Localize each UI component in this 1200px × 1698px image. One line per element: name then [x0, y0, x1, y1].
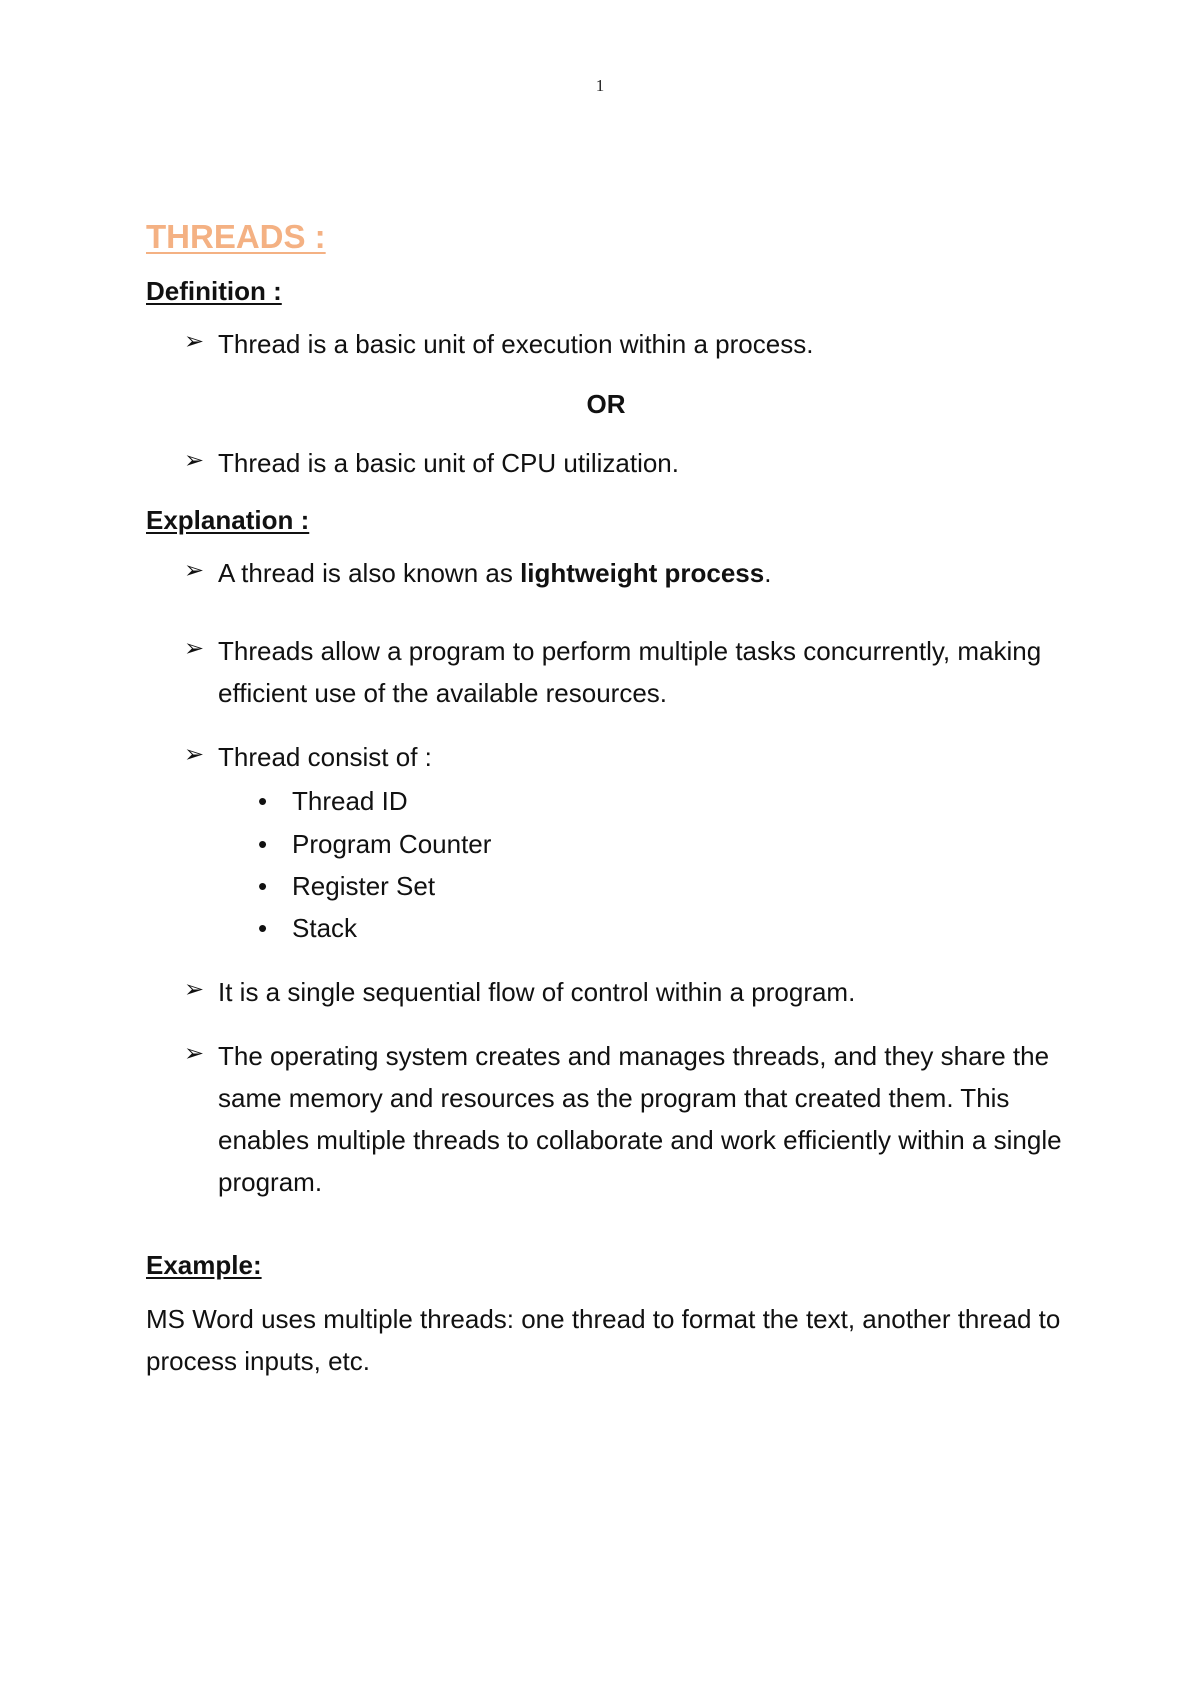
explanation-item-text: Threads allow a program to perform multiple tasks concurrently, making efficient use of the available resources. [218, 636, 1042, 709]
arrowhead-bullet-icon: ➢ [184, 635, 205, 663]
definition-heading: Definition : [146, 275, 282, 306]
list-item [184, 736, 1066, 949]
list-item [254, 823, 1066, 865]
list-item [184, 1035, 1066, 1203]
document-title: THREADS : [146, 218, 326, 255]
component-label: Thread ID [292, 786, 408, 817]
definition-list [146, 323, 1066, 365]
component-label: Stack [292, 912, 358, 943]
arrowhead-bullet-icon: ➢ [184, 557, 205, 584]
explanation-item-suffix: . [764, 558, 772, 588]
or-separator: OR [586, 389, 626, 420]
list-item [254, 907, 1066, 949]
list-item [184, 442, 1066, 484]
list-item [184, 971, 1066, 1013]
example-text: MS Word uses multiple threads: one thread to format the text, another thread to process inputs, etc. [146, 1303, 1061, 1376]
definition-item-text: Thread is a basic unit of CPU utilization. [218, 447, 679, 478]
definition-item-text: Thread is a basic unit of execution within a process. [218, 329, 814, 360]
explanation-list [146, 552, 1066, 1203]
list-item [184, 552, 1066, 594]
explanation-item-text: It is a single sequential flow of control within a program. [218, 976, 856, 1007]
explanation-item-bold: lightweight process [520, 558, 765, 588]
list-item [254, 865, 1066, 907]
arrowhead-bullet-icon: ➢ [184, 741, 205, 769]
arrowhead-bullet-icon: ➢ [184, 446, 205, 474]
explanation-item-text: The operating system creates and manages threads, and they share the same memory and resources as the program that created them. This enables multiple threads to collaborate and work efficiently within a single program. [218, 1040, 1062, 1198]
component-label: Program Counter [292, 828, 492, 859]
list-item [254, 780, 1066, 822]
component-label: Register Set [292, 870, 436, 901]
explanation-item-text: Thread consist of : [218, 742, 432, 773]
page-number: 1 [595, 76, 605, 95]
arrowhead-bullet-icon: ➢ [184, 328, 205, 356]
example-heading: Example: [146, 1250, 262, 1281]
round-bullet-icon: • [258, 786, 268, 817]
document-body [146, 216, 1066, 1382]
round-bullet-icon: • [258, 870, 268, 901]
definition-list-alt [146, 442, 1066, 484]
list-item [184, 630, 1066, 714]
thread-components-list [218, 780, 1066, 948]
round-bullet-icon: • [258, 828, 268, 859]
explanation-heading: Explanation : [146, 504, 310, 535]
explanation-item-prefix: A thread is also known as [218, 558, 521, 588]
round-bullet-icon: • [258, 912, 268, 943]
arrowhead-bullet-icon: ➢ [184, 1039, 205, 1067]
arrowhead-bullet-icon: ➢ [184, 975, 205, 1003]
list-item [184, 323, 1066, 365]
